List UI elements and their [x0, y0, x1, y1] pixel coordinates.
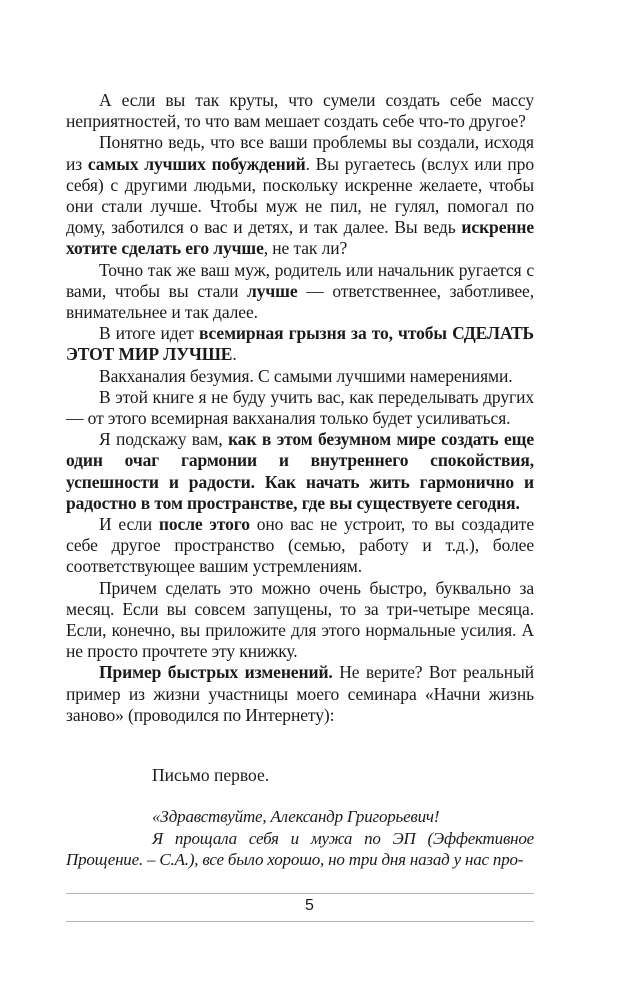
text-run: оно вас не устроит, то вы создадите себе другое пространство (семью, работу и т.д.), более соответствующее вашим устремлениям. — [66, 514, 534, 577]
footer-bottom-rule — [66, 921, 534, 922]
letter-heading: Письмо первое. — [152, 765, 270, 786]
text-run: В этой книге я не буду учить вас, как переделывать других — от этого всемирная вакханалия только будет усиливаться. — [66, 386, 534, 429]
letter-greeting: «Здравствуйте, Александр Григорьевич! — [152, 807, 440, 827]
bold-text: самых лучших побуждений — [87, 153, 306, 174]
text-run: В итоге идет — [99, 323, 199, 344]
text-run: Не верите? Вот реальный пример из жизни участницы моего семинара «Начни жизнь заново» (проводился по Интернету): — [66, 662, 534, 725]
paragraph — [66, 429, 534, 514]
paragraph — [66, 366, 534, 387]
bold-text: искренне хотите сделать его лучше — [66, 217, 534, 259]
text-run: И если — [99, 514, 159, 535]
paragraph — [66, 662, 534, 726]
paragraph — [66, 323, 534, 365]
text-run: , не так ли? — [263, 238, 348, 259]
page-number: 5 — [305, 897, 314, 914]
bold-text: Пример быстрых изменений. — [99, 662, 333, 683]
text-run: Вакханалия безумия. С самыми лучшими намерениями. — [99, 365, 513, 386]
text-run: Точно так же ваш муж, родитель или начальник ругается с вами, чтобы вы стали — [66, 259, 534, 301]
body-text — [66, 90, 534, 871]
letter-quote — [66, 806, 534, 871]
text-run: Причем сделать это можно очень быстро, буквально за месяц. Если вы совсем запущены, то за три-четыре месяца. Если, конечно, вы приложите для этого нормальные усилия. А не просто прочтете эту книжку. — [66, 577, 534, 662]
bold-text: после этого — [158, 514, 250, 535]
text-run: — ответственнее, заботливее, внимательнее и так далее. — [66, 280, 534, 323]
footer-top-rule — [66, 893, 534, 894]
letter-body: Я прощала себя и мужа по ЭП (Эффективное Прощение. – С.А.), все было хорошо, но три дня назад у нас про- — [66, 828, 534, 870]
text-run: Понятно ведь, что все ваши проблемы вы создали, исходя из — [66, 132, 534, 174]
bold-text: всемирная грызня за то, чтобы СДЕЛАТЬ ЭТОТ МИР ЛУЧШЕ — [66, 323, 534, 365]
text-run: . Вы ругаетесь (вслух или про себя) с другими людьми, поскольку искренне желаете, чтобы они стали лучше. Чтобы муж не пил, не гулял, помогал по дому, заботился о вас и детях, и так далее. Вы ведь — [66, 153, 534, 238]
bold-text: лучше — [247, 280, 298, 301]
paragraphs — [66, 90, 534, 726]
paragraph — [66, 90, 534, 132]
bold-text: как в этом безумном мире создать еще один очаг гармонии и внутреннего спокойствия, успешности и радости. Как начать жить гармонично и радостно в том пространстве, где вы существуете сегодня. — [66, 429, 534, 513]
paragraph — [66, 514, 534, 578]
paragraph — [66, 132, 534, 259]
paragraph — [66, 578, 534, 663]
paragraph — [66, 260, 534, 324]
text-run: . — [232, 344, 237, 365]
paragraph — [66, 387, 534, 429]
text-run: Я подскажу вам, — [99, 429, 229, 450]
text-run: А если вы так круты, что сумели создать себе массу неприятностей, то что вам мешает создать себе что-то другое? — [66, 90, 534, 132]
